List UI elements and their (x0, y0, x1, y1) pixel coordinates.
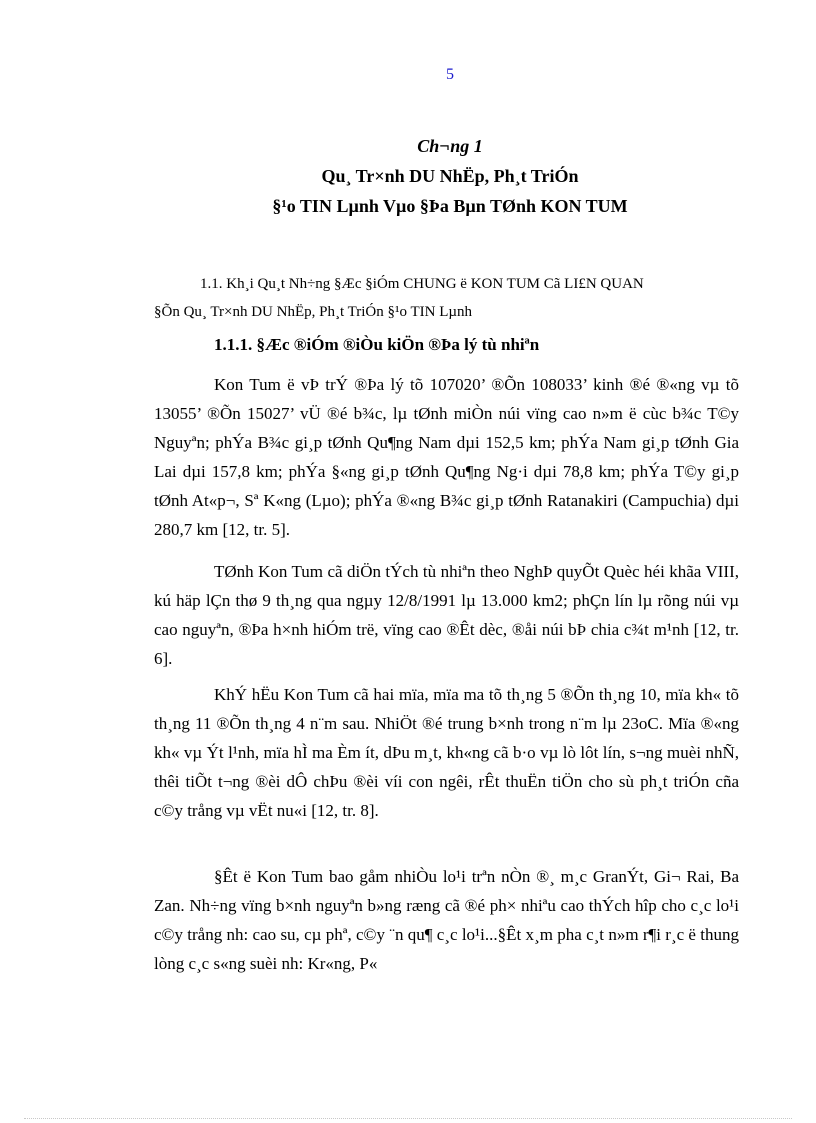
section-heading (154, 270, 739, 326)
paragraph-location: Kon Tum ë vÞ trÝ ®Þa lý tõ 107020’ ®Õn 108033’ kinh ®é ®«ng vµ tõ 13055’ ®Õn 15027’ vÜ ®é b¾c, lµ tØnh miÒn núi vïng cao n»m ë cùc b¾c T©y Nguyªn; phÝa B¾c gi¸p tØnh Qu¶ng Nam dµi 152,5 km; phÝa Nam gi¸p tØnh Gia Lai dµi 157,8 km; phÝa §«ng gi¸p tØnh Qu¶ng Ng·i dµi 78,8 km; phÝa T©y gi¸p tØnh At«p¬, Sª K«ng (Lµo); phÝa ®«ng B¾c gi¸p tØnh Ratanakiri (Campuchia) dµi 280,7 km [12, tr. 5]. (154, 375, 739, 539)
page-bottom-rule (24, 1118, 792, 1119)
chapter-label: Ch¬ng 1 (417, 136, 483, 156)
subsection-heading: 1.1.1. §Æc ®iÓm ®iÒu kiÖn ®Þa lý tù nhiªn (214, 335, 540, 354)
paragraph-area: TØnh Kon Tum cã diÖn tÝch tù nhiªn theo NghÞ quyÕt Quèc héi khãa VIII, kú häp lÇn thø 9 th¸ng qua ngµy 12/8/1991 lµ 13.000 km2; phÇn lín lµ rõng núi vµ cao nguyªn, ®Þa h×nh hiÓm trë, vïng cao ®Êt dèc, ®åi núi bÞ chia c¾t m¹nh [12, tr. 6]. (154, 562, 739, 668)
chapter-title-line-1: Qu¸ Tr×nh DU NhËp, Ph¸t TriÓn (321, 166, 579, 186)
paragraph-climate: KhÝ hËu Kon Tum cã hai mïa, mïa ma tõ th¸ng 5 ®Õn th¸ng 10, mïa kh« tõ th¸ng 11 ®Õn th¸ng 4 n¨m sau. NhiÖt ®é trung b×nh trong n¨m lµ 23oC. Mïa ®«ng kh« vµ Ýt l¹nh, mïa hÌ ma Èm ít, dÞu m¸t, kh«ng cã b·o vµ lò lôt lín, s¬ng muèi nhÑ, thêi tiÕt t¬ng ®èi dÔ chÞu ®èi víi con ngêi, rÊt thuËn tiÖn cho sù ph¸t triÓn cña c©y trång vµ vËt nu«i [12, tr. 8]. (154, 685, 739, 820)
chapter-title-line-2: §¹o TIN Lµnh Vµo §Þa Bµn TØnh KON TUM (272, 196, 628, 216)
section-heading-line-1: 1.1. Kh¸i Qu¸t Nh÷ng §Æc §iÓm CHUNG ë KON TUM Cã LI£N QUAN (200, 276, 644, 292)
paragraph-soil: §Êt ë Kon Tum bao gåm nhiÒu lo¹i trªn nÒn ®¸ m¸c GranÝt, Gi¬ Rai, Ba Zan. Nh÷ng vïng b×nh nguyªn b»ng ræng cã ®é ph× nhiªu cao thÝch hîp cho c¸c lo¹i c©y trång nh: cao su, cµ phª, c©y ¨n qu¶ c¸c lo¹i...§Êt x¸m pha c¸t n»m r¶i r¸c ë thung lòng c¸c s«ng suèi nh: Kr«ng, P« (154, 867, 739, 973)
page-number: 5 (446, 66, 454, 83)
section-heading-line-2: §Õn Qu¸ Tr×nh DU NhËp, Ph¸t TriÓn §¹o TIN Lµnh (154, 304, 473, 320)
